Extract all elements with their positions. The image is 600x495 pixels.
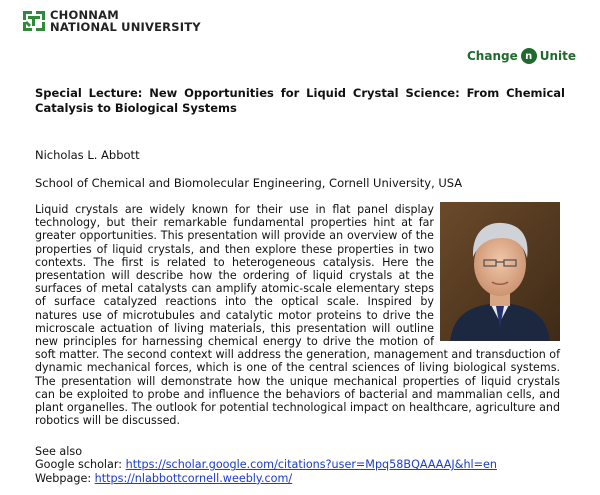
author-name: Nicholas L. Abbott <box>35 148 140 162</box>
author-affiliation: School of Chemical and Biomolecular Engineering, Cornell University, USA <box>35 176 463 190</box>
see-also <box>35 445 497 485</box>
university-emblem-icon <box>22 10 46 32</box>
google-scholar-line <box>35 458 497 471</box>
abstract <box>35 203 560 435</box>
lecture-title: Special Lecture: New Opportunities for Liquid Crystal Science: From Chemical Catalysis to Biological Systems <box>35 86 565 115</box>
university-name-line1: CHONNAM <box>50 8 119 22</box>
google-scholar-label: Google scholar: <box>35 458 126 472</box>
webpage-line <box>35 472 497 485</box>
university-logo <box>22 9 201 33</box>
slogan-change: Change <box>467 49 518 63</box>
see-also-heading: See also <box>35 445 83 458</box>
slogan-n-badge: n <box>521 48 537 64</box>
university-name-line2: NATIONAL UNIVERSITY <box>50 20 201 34</box>
webpage-label: Webpage: <box>35 471 95 485</box>
slogan-unite: Unite <box>539 49 576 63</box>
slogan <box>467 48 576 64</box>
university-name <box>50 9 201 33</box>
webpage-link[interactable]: https://nlabbottcornell.weebly.com/ <box>94 471 293 485</box>
abstract-text: Liquid crystals are widely known for their use in flat panel display technology, but their remarkable fundamental properties hint at far greater opportunities. This presentation will provide an overview of the properties of liquid crystals, and then explore these properties in two contexts. The first is related to heterogeneous catalysis. Here the presentation will describe how the ordering of liquid crystals at the surfaces of metal catalysts can amplify atomic-scale elementary steps of surface catalyzed reactions into the optical scale. Inspired by natures use of microtubules and catalytic motor proteins to drive the microscale actuation of living materials, this presentation will outline new principles for harnessing chemical energy to drive the motion of soft matter. The second context will address the generation, management and transduction of dynamic mechanical forces, which is one of the central sciences of living biological systems. The presentation will demonstrate how the unique mechanical properties of liquid crystals can be exploited to probe and influence the behaviors of bacterial and mammalian cells, and plant organelles. The outlook for potential technological impact on healthcare, agriculture and robotics will be discussed. <box>35 203 560 428</box>
google-scholar-link[interactable]: https://scholar.google.com/citations?user=Mpq58BQAAAAJ&hl=en <box>125 458 497 472</box>
